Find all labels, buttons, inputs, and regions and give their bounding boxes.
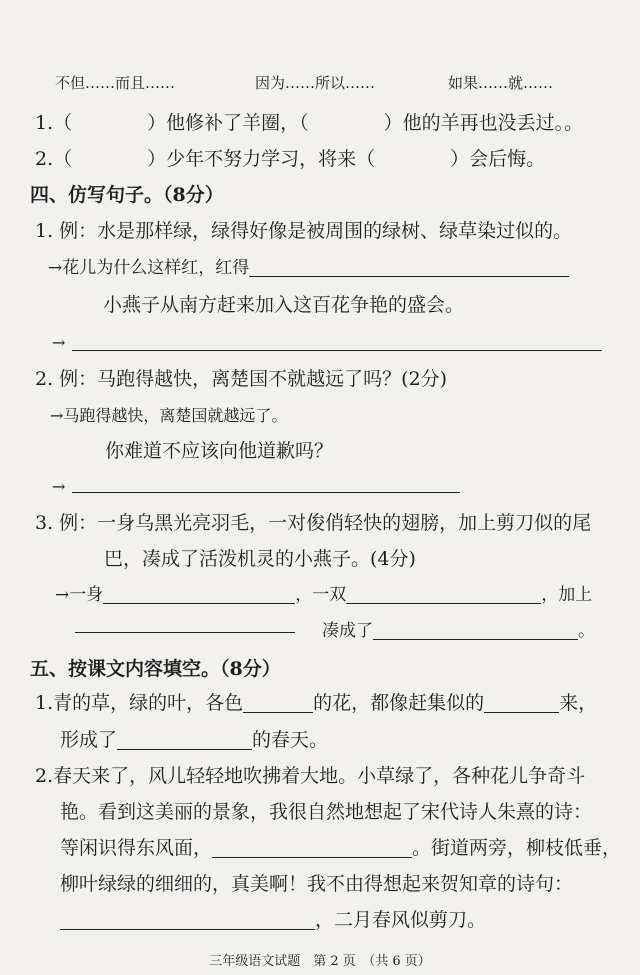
example-3-line-1: 3. 例：一身乌黑光亮羽毛，一对俊俏轻快的翅膀，加上剪刀似的尾 — [35, 512, 592, 534]
example-3-blank-1[interactable] — [103, 583, 295, 604]
fill-1-blank-2[interactable] — [484, 692, 559, 713]
example-3-prompt-3: ，加上 — [541, 585, 593, 605]
example-3-rewrite-2 — [322, 618, 595, 644]
example-1-blank[interactable] — [249, 256, 569, 277]
example-2-answer-line[interactable] — [72, 492, 460, 493]
example-3-blank-3[interactable] — [75, 632, 295, 633]
fill-2-text-c: 等闲识得东风面， — [60, 837, 213, 859]
fill-2-line-5 — [60, 907, 486, 933]
example-3-prompt-4: 凑成了 — [322, 621, 373, 641]
fill-1-text-a: 1.青的草，绿的叶，各色 — [35, 692, 244, 714]
fill-1-text-e: 的春天。 — [252, 729, 329, 751]
example-3-period: 。 — [578, 621, 595, 641]
fill-2-line-2: 艳。看到这美丽的景象，我很自然地想起了宋代诗人朱熹的诗： — [60, 801, 593, 823]
q1-middle: ）他修补了羊圈，（ — [147, 112, 309, 134]
fill-2-line-4: 柳叶绿绿的细细的，真美啊！我不由得想起来贺知章的诗句： — [60, 873, 574, 895]
fill-1-line-1 — [35, 690, 597, 716]
fill-1-text-c: 来， — [559, 692, 598, 714]
example-1-answer-arrow: → — [52, 333, 66, 352]
example-3-blank-4[interactable] — [373, 619, 578, 640]
example-1-prompt: →花儿为什么这样红，红得 — [48, 258, 250, 278]
q2-suffix: ）会后悔。 — [450, 148, 546, 170]
example-3-rewrite-1 — [55, 582, 592, 608]
fill-2-line-1: 2.春天来了，风儿轻轻地吹拂着大地。小草绿了，各种花儿争奇斗 — [35, 765, 586, 787]
section-4-title: 四、仿写句子。（8分） — [30, 184, 224, 206]
page-footer: 三年级语文试题 第 2 页 （共 6 页） — [209, 954, 431, 969]
example-2: 2. 例：马跑得越快，离楚国不就越远了吗？(2分) — [35, 368, 448, 390]
example-2-rewrite: →马跑得越快，离楚国就越远了。 — [50, 406, 288, 425]
connector-question-2 — [35, 146, 545, 172]
connector-1: 不但……而且…… — [55, 74, 176, 92]
connector-2: 因为……所以…… — [255, 74, 376, 92]
example-1: 1. 例：水是那样绿，绿得好像是被周围的绿树、绿草染过似的。 — [35, 220, 573, 242]
example-1-answer-line[interactable] — [72, 350, 602, 351]
example-1-rewrite — [48, 255, 569, 281]
fill-2-blank-2[interactable] — [60, 909, 315, 930]
q1-suffix: ）他的羊再也没丢过。。 — [383, 112, 584, 134]
example-3-prompt-2: ，一双 — [295, 585, 347, 605]
fill-2-blank-1[interactable] — [212, 837, 412, 858]
fill-1-blank-1[interactable] — [243, 692, 313, 713]
example-3-blank-2[interactable] — [346, 583, 541, 604]
fill-2-line-3 — [60, 835, 621, 861]
example-2-sentence: 你难道不应该向他道歉吗？ — [105, 440, 334, 462]
fill-1-line-2 — [60, 727, 328, 753]
fill-2-text-f: ，二月春风似剪刀。 — [315, 909, 487, 931]
fill-1-blank-3[interactable] — [117, 729, 252, 750]
connector-3: 如果……就…… — [448, 74, 554, 92]
fill-1-text-d: 形成了 — [60, 729, 118, 751]
q2-prefix: 2.（ — [35, 148, 73, 170]
example-2-answer-arrow: → — [52, 477, 66, 496]
example-1-sentence: 小燕子从南方赶来加入这百花争艳的盛会。 — [103, 294, 465, 316]
q1-prefix: 1.（ — [35, 112, 73, 134]
example-3-prompt-1: →一身 — [55, 585, 104, 605]
fill-1-text-b: 的花，都像赶集似的 — [313, 692, 485, 714]
example-3-line-2: 巴，凑成了活泼机灵的小燕子。(4分) — [104, 548, 416, 570]
section-5-title: 五、按课文内容填空。（8分） — [30, 658, 281, 680]
connector-question-1 — [35, 110, 583, 136]
fill-2-text-d: 。街道两旁，柳枝低垂， — [412, 837, 622, 859]
q2-middle: ）少年不努力学习，将来（ — [147, 148, 376, 170]
